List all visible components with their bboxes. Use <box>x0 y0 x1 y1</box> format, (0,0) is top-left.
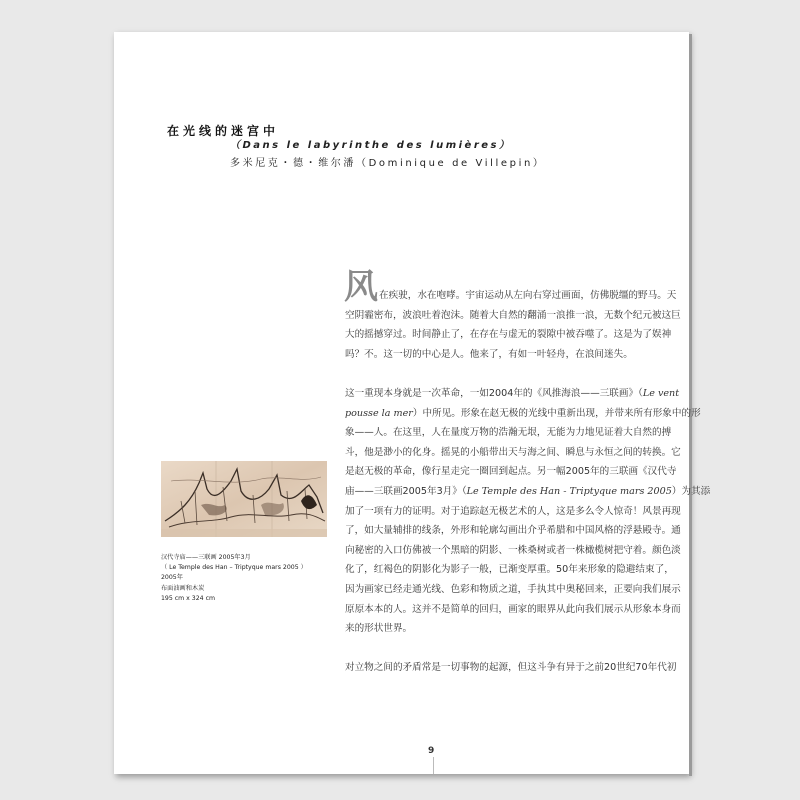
paragraph-2-line: 原原本本的人。这并不是简单的回归，画家的眼界从此向我们展示从形象本身而 <box>345 603 681 615</box>
text-run: 这一重现本身就是一次革命，一如2004年的《风推海浪——三联画》（ <box>345 388 643 399</box>
paragraph-1 <box>345 286 681 364</box>
article-subtitle-french: （Dans le labyrinthe des lumières） <box>230 140 512 151</box>
paragraph-2-line: 是赵无极的革命，像行星走完一圈回到起点。另一幅2005年的三联画《汉代寺 <box>345 466 677 478</box>
paragraph-2-line <box>345 404 710 424</box>
italic-title-run: pousse la mer <box>345 407 413 419</box>
caption-size: 195 cm x 324 cm <box>161 594 216 602</box>
painting-caption <box>161 553 307 604</box>
paragraph-2-line: 了，如大量辅排的线条，外形和轮廓勾画出介乎希腊和中国风格的浮悬殿寺。通 <box>345 525 681 537</box>
caption-title-french: （ Le Temple des Han – Triptyque mars 2005 ） <box>161 564 307 572</box>
italic-title-run: Le vent <box>642 388 680 399</box>
paragraph-3 <box>345 658 676 678</box>
paragraph-1-line: 大的摇撼穿过。时间静止了，在存在与虚无的裂隙中被吞噬了。这是为了娱神 <box>345 329 672 341</box>
paragraph-2-line <box>345 482 710 502</box>
paragraph-1-line: 在疾驶，水在咆哮。宇宙运动从左向右穿过画面，仿佛脱缰的野马。天 <box>379 290 677 301</box>
drop-cap: 风 <box>344 267 378 307</box>
article-author: 多米尼克・德・维尔潘（Dominique de Villepin） <box>230 158 546 169</box>
caption-year: 2005年 <box>161 574 183 582</box>
paragraph-2-line: 来的形状世界。 <box>345 623 413 635</box>
text-run: ）为其添 <box>671 485 711 497</box>
paragraph-2-line: 因为画家已经走通光线、色彩和物质之道，手执其中奥秘回来，正要向我们展示 <box>345 583 681 595</box>
caption-medium: 布面油画和木炭 <box>161 584 205 592</box>
paragraph-2 <box>345 384 710 639</box>
page-number-rule <box>433 757 434 774</box>
paragraph-2-line: 化了，红褐色的阴影化为影子一般，已渐变厚重。50年来形象的隐避结束了， <box>345 564 674 576</box>
article-title: 在光线的迷宫中 <box>167 124 280 138</box>
paragraph-2-line: 向秘密的入口仿佛被一个黑暗的阴影、一株桑树或者一株橄榄树把守着。颜色淡 <box>345 544 681 556</box>
paragraph-3-line: 对立物之间的矛盾常是一切事物的起源，但这斗争有异于之前20世纪70年代初 <box>345 662 677 673</box>
caption-title-chinese: 汉代寺庙——三联画 2005年3月 <box>161 554 251 561</box>
paragraph-2-line: 斗，他是渺小的化身。摇晃的小船带出天与海之间、瞬息与永恒之间的转换。它 <box>345 446 681 458</box>
italic-title-run: Le Temple des Han - Triptyque mars 2005 <box>466 485 672 497</box>
paragraph-1-line: 吗？不。这一切的中心是人。他来了，有如一叶轻舟，在浪间迷失。 <box>345 348 633 360</box>
paragraph-2-line: 加了一项有力的证明。对于追踪赵无极艺术的人，这是多么令人惊奇！风景再现 <box>345 505 681 517</box>
painting-illustration <box>161 461 327 537</box>
paragraph-1-line: 空阴霾密布，波浪吐着泡沫。随着大自然的翻涌一浪推一浪，无数个纪元被这巨 <box>345 309 681 321</box>
paragraph-2-line <box>345 384 710 404</box>
painting-image <box>161 461 327 537</box>
text-run: ）中所见。形象在赵无极的光线中重新出现，并带来所有形象中的形 <box>412 407 701 419</box>
paragraph-2-line: 象——人。在这里，人在量度万物的浩瀚无垠，无能为力地见证着大自然的搏 <box>345 427 672 439</box>
text-run: 庙——三联画2005年3月》（ <box>345 485 467 497</box>
page-number: 9 <box>428 746 435 756</box>
